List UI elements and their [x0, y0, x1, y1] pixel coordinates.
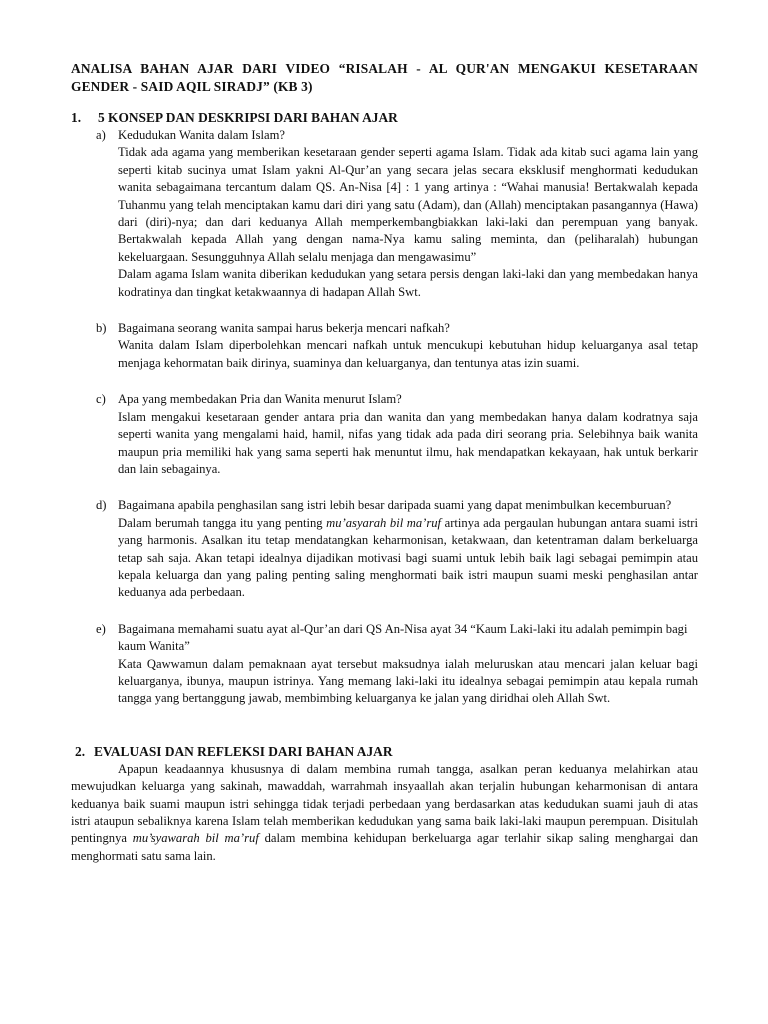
answer-text: artinya ada pergaulan hubungan antara suami istri yang harmonis. Asalkan itu tetap mendatangkan keharmonisan, ketakwaan, dan ketentraman dalam berkeluarga tetap sah saja. Akan tetapi idealnya dijadikan motivasi bagi suami untuk lebih baik lagi sebagai pemimpin atau kepala keluarga dan yang paling penting saling menghormati baik istri maupun suami meski penghasilan antar keduanya ada perbedaan. [118, 515, 699, 600]
item-question: Bagaimana apabila penghasilan sang istri lebih besar daripada suami yang dapat menimbulkan kecemburuan? [118, 498, 672, 513]
document-title: ANALISA BAHAN AJAR DARI VIDEO “RISALAH - AL QUR'AN MENGAKUI KESETARAAN GENDER - SAID AQIL SIRADJ” (KB 3) [71, 61, 698, 94]
list-item-c [71, 391, 698, 478]
item-question: Bagaimana seorang wanita sampai harus bekerja mencari nafkah? [118, 321, 450, 336]
item-question: Apa yang membedakan Pria dan Wanita menurut Islam? [118, 392, 402, 407]
item-content [118, 127, 698, 301]
item-content [118, 497, 698, 601]
item-question: Bagaimana memahami suatu ayat al-Qur’an dari QS An-Nisa ayat 34 “Kaum Laki-laki itu adalah pemimpin bagi kaum Wanita” [118, 621, 688, 654]
item-answer-paragraph: Kata Qawwamun dalam pemaknaan ayat tersebut maksudnya ialah meluruskan atau mencari jalan keluar bagi keluarganya, ibunya, maupun istrinya. Yang memang laki-laki itu idealnya sebagai pemimpin atau kepala rumah tangga yang bertanggung jawab, membimbing keluarganya ke jalan yang diridhai oleh Allah Swt. [118, 656, 698, 706]
item-question: Kedudukan Wanita dalam Islam? [118, 128, 285, 142]
item-answer-paragraph: Dalam agama Islam wanita diberikan kedudukan yang setara persis dengan laki-laki dan yang membedakan hanya kodratinya dan tingkat ketakwaannya di hadapan Allah Swt. [118, 267, 698, 299]
item-answer-paragraph: Wanita dalam Islam diperbolehkan mencari nafkah untuk mencukupi kebutuhan hidup keluarganya asal tetap menjaga kehormatan baik dirinya, suaminya dan keluarganya, dan tentunya atas izin suami. [118, 338, 698, 370]
list-item-d [71, 497, 698, 601]
item-answer-paragraph: Tidak ada agama yang memberikan kesetaraan gender seperti agama Islam. Tidak ada kitab suci agama lain yang seperti kitab sucinya umat Islam yakni Al-Qur’an yang secara jelas secara eksklusif menghormati kedudukan wanita sebagaimana tercantum dalam QS. An-Nisa [4] : 1 yang artinya : “Wahai manusia! Bertakwalah kepada Tuhanmu yang telah menciptakan kamu dari diri yang satu (Adam), dan (Allah) menciptakan pasangannya (Hawa) dari (diri)-nya; dan dari keduanya Allah memperkembangbiakkan laki-laki dan perempuan yang banyak. Bertakwalah kepada Allah yang dengan nama-Nya kamu saling meminta, dan (peliharalah) hubungan kekeluargaan. Sesungguhnya Allah selalu menjaga dan mengawasimu” [118, 145, 698, 264]
list-item-e [71, 621, 698, 708]
item-letter: b) [96, 321, 107, 336]
body-text: dalam membina kehidupan berkeluarga agar terlahir sikap saling menghargai dan menghormati satu sama lain. [71, 831, 698, 863]
section-2-title: EVALUASI DAN REFLEKSI DARI BAHAN AJAR [94, 743, 393, 759]
section-2-body [71, 761, 698, 865]
body-text: Apapun keadaannya khususnya di dalam membina rumah tangga, asalkan peran keduanya melahirkan atau mewujudkan keluarga yang sakinah, mawaddah, warrahmah insyaallah akan terjalin hubungan keharmonisan di antara keduanya baik suami maupun istri sehingga tidak terjadi perbedaan yang berdasarkan atas kedudukan suami jauh di atas istri ataupun sebaliknya karena Islam telah memberikan kedudukan yang sama baik laki-laki maupun perempuan. Disitulah pentingnya [71, 761, 698, 846]
item-letter: d) [96, 498, 107, 513]
section-1-heading [71, 109, 698, 127]
item-letter: c) [96, 392, 106, 407]
answer-text: Dalam berumah tangga itu yang penting [118, 515, 327, 530]
italic-term: mu’asyarah bil ma’ruf [326, 515, 442, 530]
item-content [118, 320, 698, 372]
item-letter: e) [96, 621, 106, 636]
section-1-title: 5 KONSEP DAN DESKRIPSI DARI BAHAN AJAR [98, 110, 398, 125]
list-item-a [71, 127, 698, 301]
item-content [118, 621, 698, 708]
list-item-b [71, 320, 698, 372]
item-content [118, 391, 698, 478]
item-letter: a) [96, 128, 106, 142]
section-2-number: 2. [75, 743, 86, 759]
italic-term: mu’syawarah bil ma’ruf [132, 831, 259, 846]
section-1-number: 1. [71, 110, 82, 125]
section-2-heading [71, 743, 698, 761]
item-answer-paragraph [118, 515, 698, 602]
item-answer-paragraph: Islam mengakui kesetaraan gender antara pria dan wanita dan yang membedakan hanya dalam kodratnya saja seperti wanita yang mengalami haid, hamil, nifas yang tidak ada pada diri seorang pria. Selebihnya baik wanita maupun pria memiliki hak yang sama seperti hak menuntut ilmu, hak mendapatkan kekayaan, hak untuk berkarir dan lain sebagainya. [118, 409, 698, 476]
